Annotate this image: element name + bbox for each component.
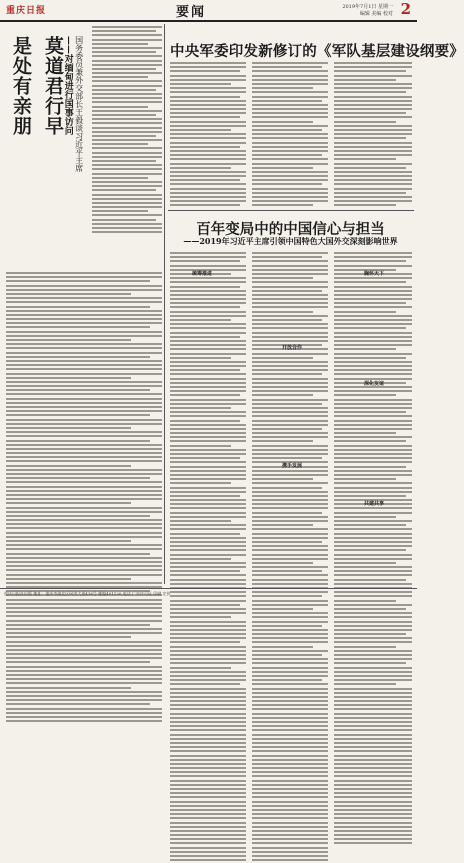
column-divider: [164, 24, 165, 584]
main-story-col-3: [334, 62, 412, 209]
main-story-col-1: [170, 62, 246, 209]
subhead-1: 统筹推进: [192, 271, 213, 277]
feature-subheadline: ——2019年习近平主席引领中国特色大国外交深刻影响世界: [183, 236, 398, 246]
issue-date: 2019年7月1日 星期一: [342, 4, 393, 10]
feature-col-1: [170, 252, 246, 863]
newspaper-logo: 重庆日报: [6, 6, 47, 16]
subhead-2: 开放合作: [282, 345, 303, 351]
feature-col-3: [334, 252, 412, 847]
main-story-headline: 中央军委印发新修订的《军队基层建设纲要》: [170, 43, 464, 60]
lead-subheadline-2: 国务委员兼外交部长王毅谈习近平主席: [74, 36, 84, 172]
subhead-4: 胸怀天下: [364, 271, 385, 277]
section-title: 要闻: [176, 5, 207, 20]
section-divider: [168, 210, 414, 211]
lead-subheadline: ——对缅甸进行国事访问: [62, 36, 73, 135]
lead-headline-left: 是处有亲朋: [10, 36, 32, 136]
page-number: 2: [400, 0, 411, 18]
main-story-col-2: [252, 62, 328, 209]
lead-headline-right: 莫道君行早: [42, 36, 64, 136]
subhead-3: 携手发展: [282, 463, 303, 469]
subhead-6: 共建共享: [364, 501, 385, 507]
subhead-5: 深化友谊: [364, 381, 385, 387]
lead-story-body-upper: [92, 26, 162, 235]
lead-story-body-lower: [6, 272, 162, 724]
masthead: [0, 0, 417, 22]
footer-publisher-info: 重庆日报社出版 地址：重庆市渝北区同茂大道416号 邮编401120 电话 广告许可证 印刷 定价: [4, 591, 171, 596]
feature-headline: 百年变局中的中国信心与担当: [196, 221, 385, 238]
page-footer: [0, 588, 417, 601]
editor-info: 编辑 美编 校对: [359, 11, 393, 17]
